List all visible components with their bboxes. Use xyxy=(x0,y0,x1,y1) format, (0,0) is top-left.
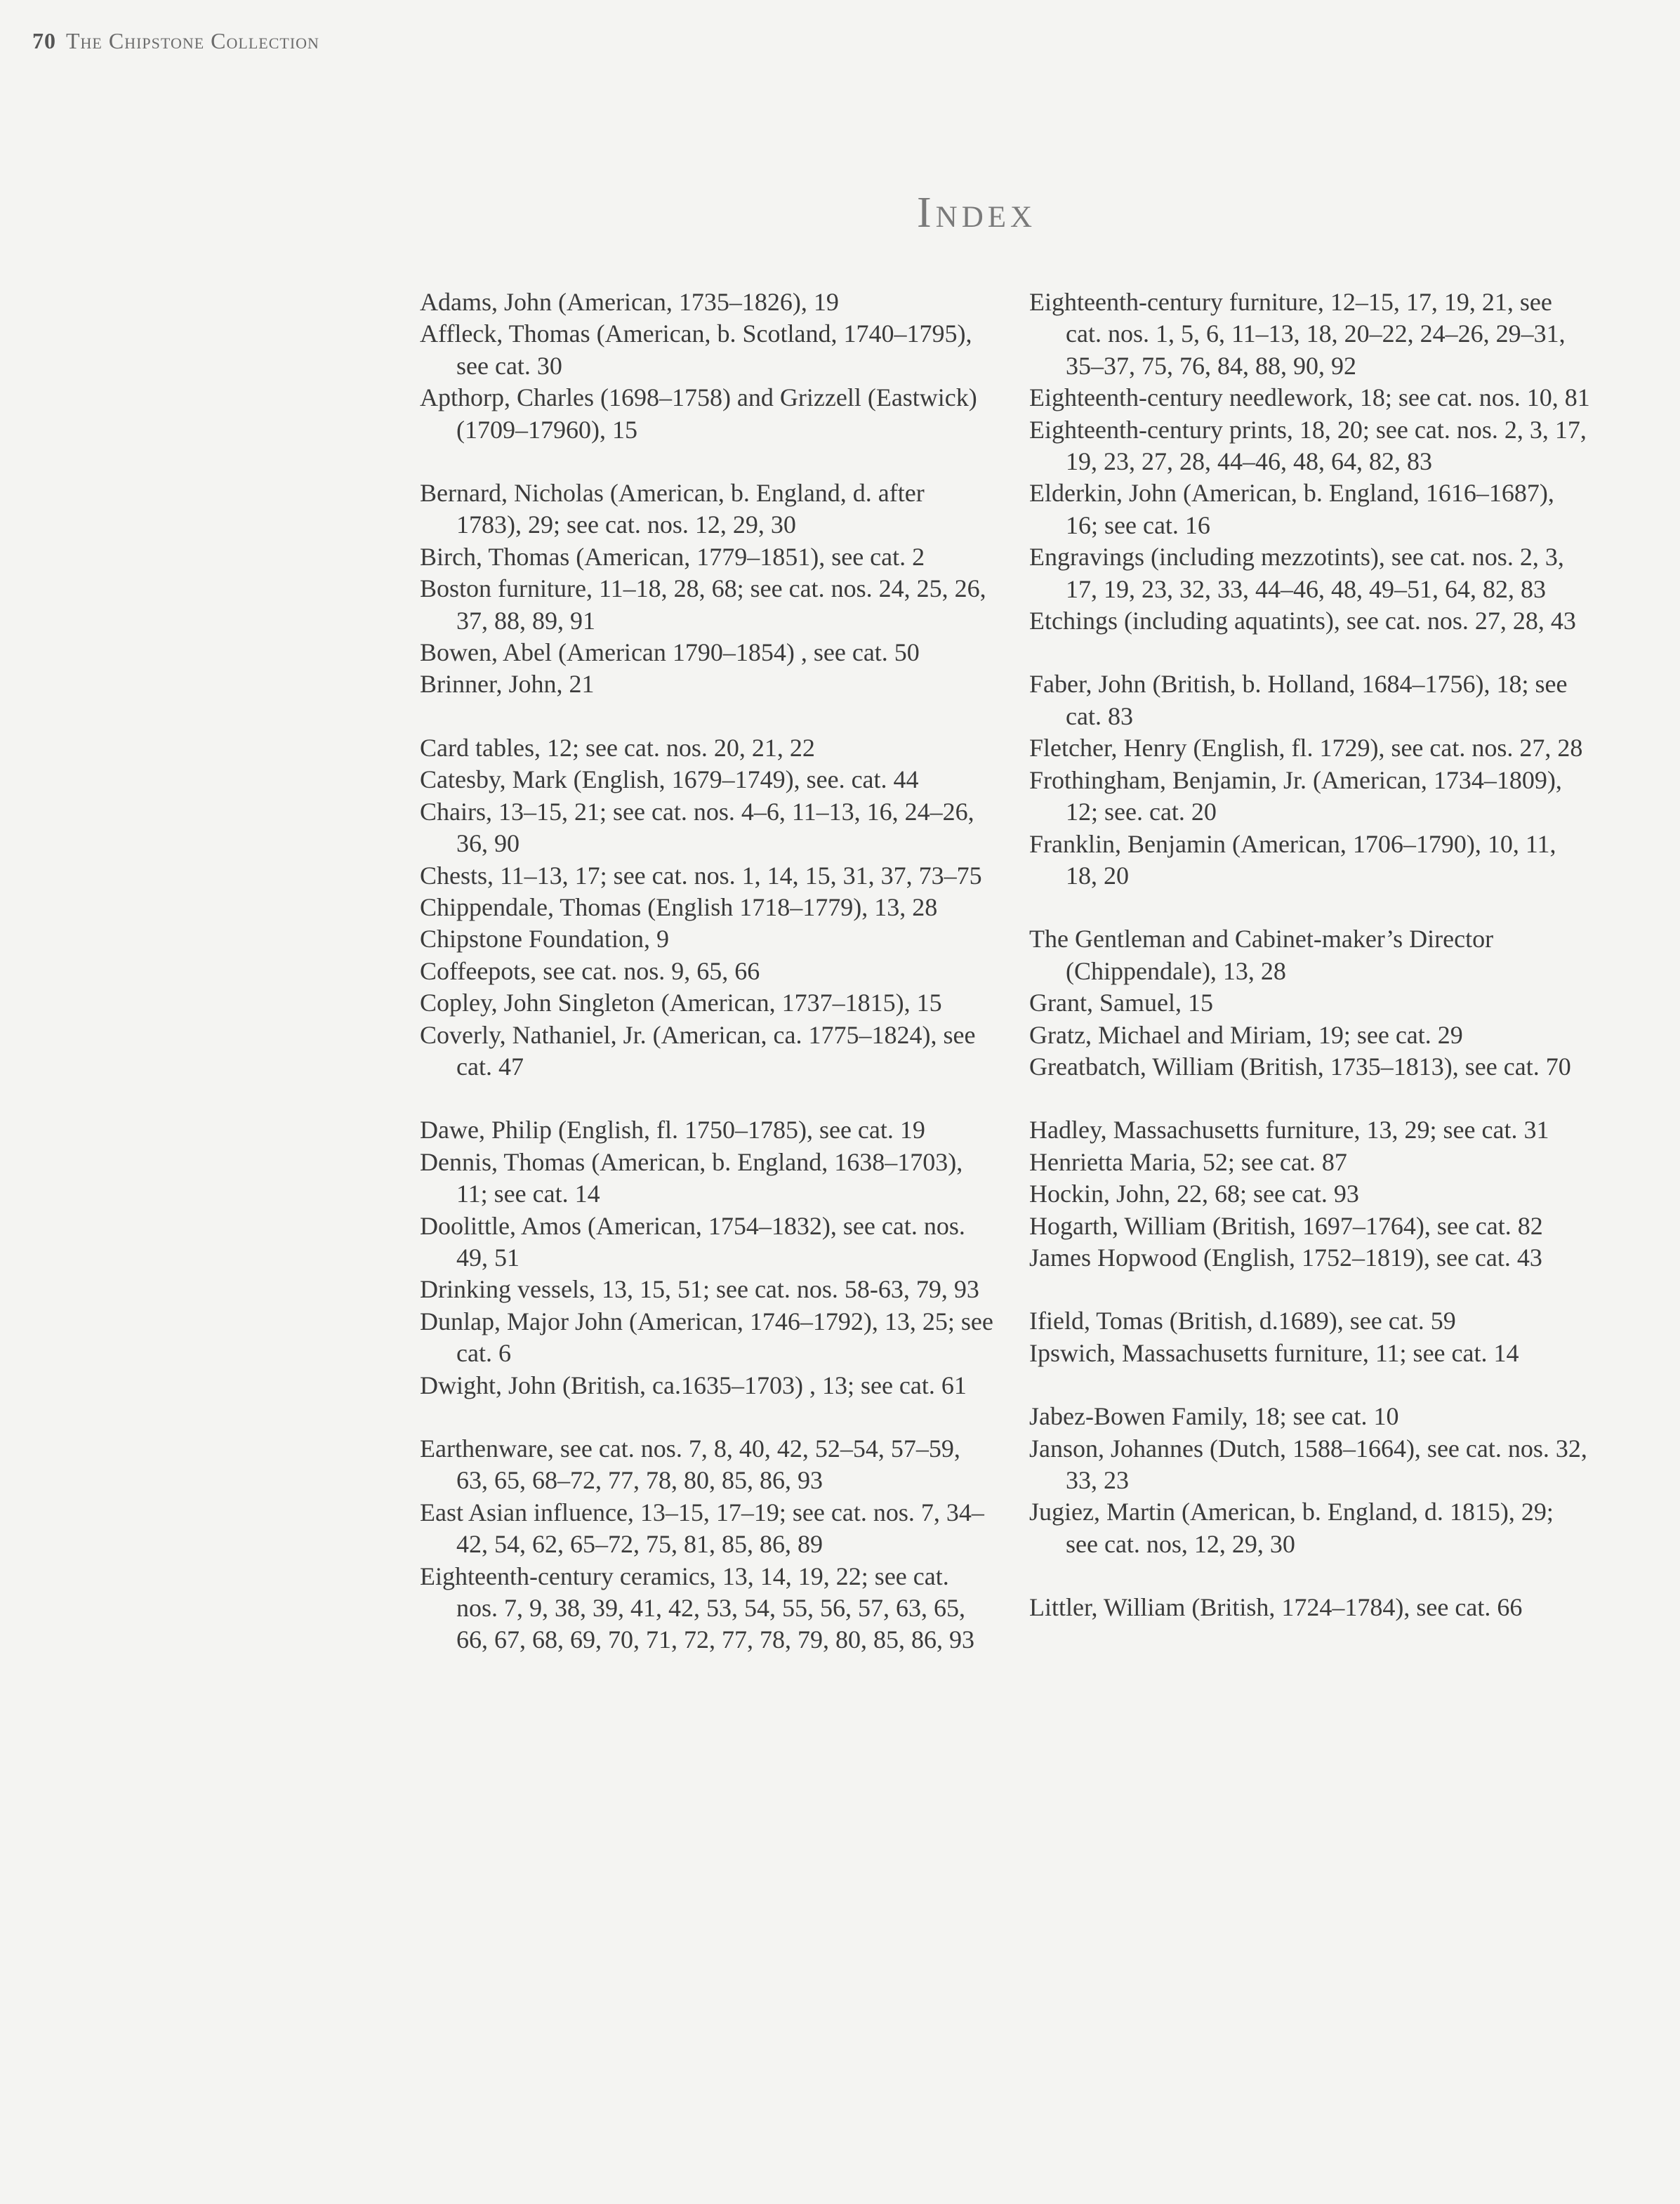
index-entry: Chairs, 13–15, 21; see cat. nos. 4–6, 11–13, 16, 24–26, 36, 90 xyxy=(420,797,974,858)
index-letter-group xyxy=(1029,286,1591,637)
index-letter-group xyxy=(420,1433,996,1656)
index-letter-group xyxy=(1029,668,1591,892)
index-entry: Card tables, 12; see cat. nos. 20, 21, 22 xyxy=(420,733,815,762)
index-entry: Faber, John (British, b. Holland, 1684–1756), 18; see cat. 83 xyxy=(1029,670,1568,730)
index-letter-group xyxy=(1029,1305,1591,1369)
index-entry: Catesby, Mark (English, 1679–1749), see. cat. 44 xyxy=(420,765,919,794)
index-entry: Engravings (including mezzotints), see cat. nos. 2, 3, 17, 19, 23, 32, 33, 44–46, 48, 49–51, 64, 82, 83 xyxy=(1029,543,1564,603)
index-entry: Etchings (including aquatints), see cat. nos. 27, 28, 43 xyxy=(1029,607,1576,635)
index-entry: Birch, Thomas (American, 1779–1851), see cat. 2 xyxy=(420,542,925,571)
index-entry: Dennis, Thomas (American, b. England, 1638–1703), 11; see cat. 14 xyxy=(420,1147,963,1208)
index-letter-group xyxy=(1029,1114,1591,1274)
index-entry: Franklin, Benjamin (American, 1706–1790), 10, 11, 18, 20 xyxy=(1029,829,1556,890)
index-letter-group xyxy=(1029,1592,1591,1623)
index-entry: Fletcher, Henry (English, fl. 1729), see cat. nos. 27, 28 xyxy=(1029,734,1583,763)
index-column-right xyxy=(1029,286,1591,1656)
index-column-left xyxy=(420,286,996,1688)
index-entry: The Gentleman and Cabinet-maker’s Director (Chippendale), 13, 28 xyxy=(1029,925,1494,985)
index-letter-group xyxy=(420,286,996,446)
index-entry: Greatbatch, William (British, 1735–1813), see cat. 70 xyxy=(1029,1052,1571,1081)
page-title: Index xyxy=(917,189,1037,237)
index-entry: Hockin, John, 22, 68; see cat. 93 xyxy=(1029,1180,1359,1208)
index-entry: Littler, William (British, 1724–1784), see cat. 66 xyxy=(1029,1593,1523,1622)
index-entry: Frothingham, Benjamin, Jr. (American, 1734–1809), 12; see. cat. 20 xyxy=(1029,765,1562,826)
index-letter-group xyxy=(420,1114,996,1401)
index-entry: Coverly, Nathaniel, Jr. (American, ca. 1775–1824), see cat. 47 xyxy=(420,1020,976,1081)
index-entry: Affleck, Thomas (American, b. Scotland, 1740–1795), see cat. 30 xyxy=(420,319,972,380)
index-entry: Jugiez, Martin (American, b. England, d. 1815), 29; see cat. nos, 12, 29, 30 xyxy=(1029,1498,1554,1558)
index-entry: Earthenware, see cat. nos. 7, 8, 40, 42, 52–54, 57–59, 63, 65, 68–72, 77, 78, 80, 85, 86, 93 xyxy=(420,1434,960,1495)
index-entry: Elderkin, John (American, b. England, 1616–1687), 16; see cat. 16 xyxy=(1029,479,1554,539)
index-entry: Ipswich, Massachusetts furniture, 11; see cat. 14 xyxy=(1029,1338,1519,1367)
index-entry: Gratz, Michael and Miriam, 19; see cat. 29 xyxy=(1029,1020,1463,1049)
index-entry: Eighteenth-century prints, 18, 20; see cat. nos. 2, 3, 17, 19, 23, 27, 28, 44–46, 48, 64, 82, 83 xyxy=(1029,415,1587,476)
index-entry: Apthorp, Charles (1698–1758) and Grizzell (Eastwick) (1709–17960), 15 xyxy=(420,383,977,444)
index-letter-group xyxy=(1029,923,1591,1083)
index-entry: James Hopwood (English, 1752–1819), see cat. 43 xyxy=(1029,1243,1542,1272)
index-entry: Eighteenth-century ceramics, 13, 14, 19, 22; see cat. nos. 7, 9, 38, 39, 41, 42, 53, 54, 55, 56, 57, 63, 65, 66, 67, 68, 69, 70, 71, 72, 77, 78, 79, 80, 85, 86, 93 xyxy=(420,1562,974,1654)
index-entry: Bernard, Nicholas (American, b. England, d. after 1783), 29; see cat. nos. 12, 29, 30 xyxy=(420,479,925,539)
running-head xyxy=(32,28,319,54)
index-entry: Bowen, Abel (American 1790–1854) , see cat. 50 xyxy=(420,638,920,667)
page-number: 70 xyxy=(32,28,56,53)
index-entry: East Asian influence, 13–15, 17–19; see cat. nos. 7, 34–42, 54, 62, 65–72, 75, 81, 85, 86, 89 xyxy=(420,1498,984,1559)
index-entry: Eighteenth-century needlework, 18; see cat. nos. 10, 81 xyxy=(1029,383,1590,412)
index-entry: Brinner, John, 21 xyxy=(420,670,595,699)
index-letter-group xyxy=(420,477,996,701)
index-entry: Ifield, Tomas (British, d.1689), see cat. 59 xyxy=(1029,1307,1456,1335)
index-entry: Dawe, Philip (English, fl. 1750–1785), see cat. 19 xyxy=(420,1116,925,1144)
index-entry: Hadley, Massachusetts furniture, 13, 29; see cat. 31 xyxy=(1029,1116,1549,1144)
index-entry: Chipstone Foundation, 9 xyxy=(420,925,670,953)
index-letter-group xyxy=(420,732,996,1083)
index-entry: Henrietta Maria, 52; see cat. 87 xyxy=(1029,1147,1347,1176)
index-entry: Boston furniture, 11–18, 28, 68; see cat. nos. 24, 25, 26, 37, 88, 89, 91 xyxy=(420,574,986,635)
index-entry: Dwight, John (British, ca.1635–1703) , 13; see cat. 61 xyxy=(420,1371,967,1399)
index-letter-group xyxy=(1029,1401,1591,1560)
index-entry: Adams, John (American, 1735–1826), 19 xyxy=(420,288,839,316)
index-entry: Janson, Johannes (Dutch, 1588–1664), see cat. nos. 32, 33, 23 xyxy=(1029,1434,1587,1494)
book-title: The Chipstone Collection xyxy=(66,28,319,53)
index-entry: Dunlap, Major John (American, 1746–1792), 13, 25; see cat. 6 xyxy=(420,1307,993,1368)
index-entry: Coffeepots, see cat. nos. 9, 65, 66 xyxy=(420,956,760,985)
index-entry: Hogarth, William (British, 1697–1764), see cat. 82 xyxy=(1029,1211,1543,1240)
index-entry: Chests, 11–13, 17; see cat. nos. 1, 14, 15, 31, 37, 73–75 xyxy=(420,861,982,890)
index-entry: Doolittle, Amos (American, 1754–1832), see cat. nos. 49, 51 xyxy=(420,1211,965,1272)
index-entry: Jabez-Bowen Family, 18; see cat. 10 xyxy=(1029,1402,1399,1431)
index-entry: Eighteenth-century furniture, 12–15, 17, 19, 21, see cat. nos. 1, 5, 6, 11–13, 18, 20–22, 24–26, 29–31, 35–37, 75, 76, 84, 88, 90, 92 xyxy=(1029,288,1566,380)
index-entry: Chippendale, Thomas (English 1718–1779), 13, 28 xyxy=(420,892,938,921)
index-entry: Grant, Samuel, 15 xyxy=(1029,989,1213,1017)
index-entry: Copley, John Singleton (American, 1737–1815), 15 xyxy=(420,989,942,1017)
index-entry: Drinking vessels, 13, 15, 51; see cat. nos. 58-63, 79, 93 xyxy=(420,1275,979,1304)
